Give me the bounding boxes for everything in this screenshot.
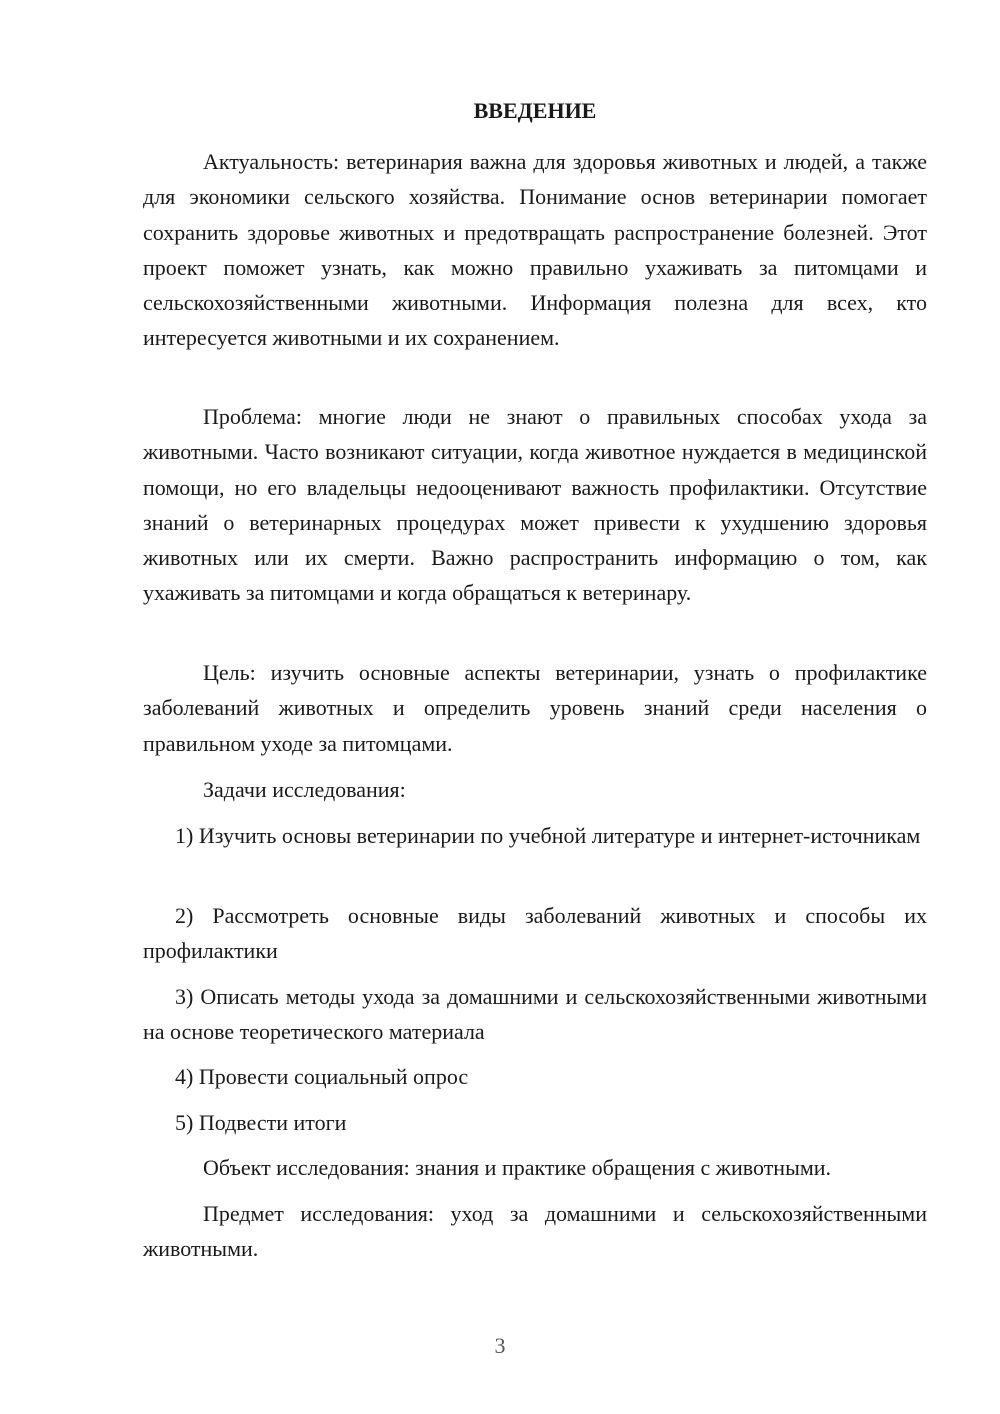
task-item-2: 2) Рассмотреть основные виды заболеваний животных и способы их профилактики [143,903,927,964]
task-item-3: 3) Описать методы ухода за домашними и сельскохозяйственными животными на основе теоретического материала [143,984,927,1045]
tasks-heading: Задачи исследования: [203,777,406,802]
task-item-5: 5) Подвести итоги [175,1110,347,1135]
object-paragraph: Объект исследования: знания и практике обращения с животными. [203,1155,832,1180]
page-number: 3 [494,1333,506,1358]
task-item-4: 4) Провести социальный опрос [175,1064,469,1089]
subject-paragraph: Предмет исследования: уход за домашними и сельскохозяйственными животными. [143,1201,927,1262]
goal-paragraph: Цель: изучить основные аспекты ветеринарии, узнать о профилактике заболеваний животных и определить уровень знаний среди населения о правильном уходе за питомцами. [143,660,927,756]
problem-paragraph: Проблема: многие люди не знают о правильных способах ухода за животными. Часто возникают ситуации, когда животное нуждается в медицинской помощи, но его владельцы недооценивают важность профилактики. Отсутствие знаний о ветеринарных процедурах может привести к ухудшению здоровья животных или их смерти. Важно распространить информацию о том, как ухаживать за питомцами и когда обращаться к ветеринару. [143,404,927,606]
task-item-1: 1) Изучить основы ветеринарии по учебной литературе и интернет-источникам [175,823,921,848]
relevance-paragraph: Актуальность: ветеринария важна для здоровья животных и людей, а также для экономики сельского хозяйства. Понимание основ ветеринарии помогает сохранить здоровье животных и предотвращать распространение болезней. Этот проект поможет узнать, как можно правильно ухаживать за питомцами и сельскохозяйственными животными. Информация полезна для всех, кто интересуется животными и их сохранением. [143,149,927,351]
section-title: ВВЕДЕНИЕ [473,98,597,123]
